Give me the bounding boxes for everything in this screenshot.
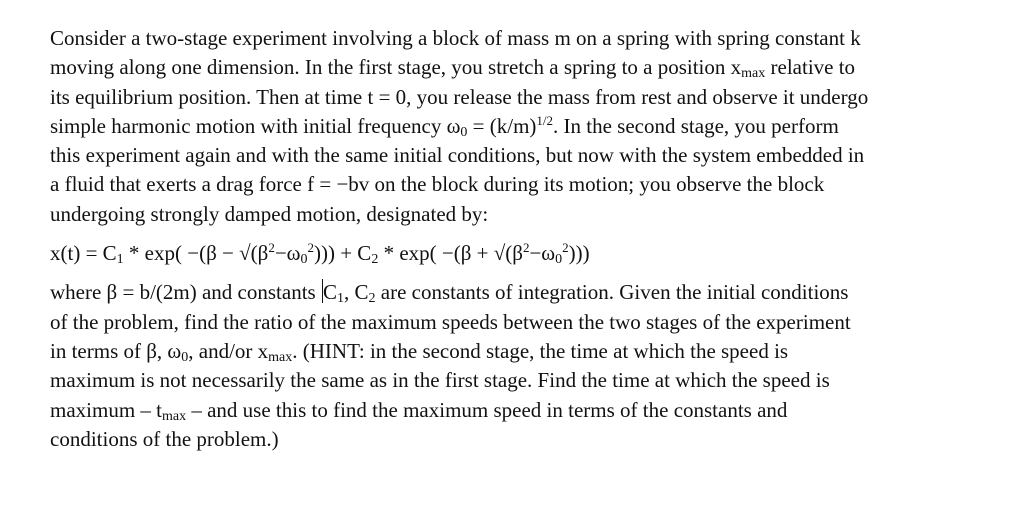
subscript: 2: [371, 252, 379, 268]
damped-motion-equation: [50, 239, 990, 268]
text-run: moving along one dimension. In the first stage, you stretch a spring to a position x: [50, 55, 742, 80]
text-run: Consider a two-stage experiment involving a block of mass m on a spring with spring constant k: [50, 26, 861, 50]
text-run: , C: [343, 280, 369, 305]
superscript: 2: [268, 240, 275, 256]
text-run: in terms of β, ω: [50, 338, 182, 363]
text-line: [50, 112, 990, 141]
text-line: [50, 83, 990, 112]
text-line: [50, 278, 990, 307]
text-line: [50, 308, 990, 337]
subscript: 0: [555, 252, 563, 268]
text-run: −ω: [529, 241, 556, 266]
text-run: conditions of the problem.): [50, 426, 279, 451]
text-line: [50, 53, 990, 82]
text-run: C: [322, 280, 337, 305]
text-run: ))) + C: [313, 241, 372, 266]
document-page: [50, 24, 990, 454]
text-run: this experiment again and with the same initial conditions, but now with the system embedded in: [50, 143, 865, 168]
superscript: 2: [562, 240, 569, 256]
subscript: 0: [181, 349, 189, 365]
text-line: [50, 425, 990, 454]
subscript: 2: [368, 291, 376, 307]
subscript: 1: [336, 291, 344, 307]
text-run: . In the second stage, you perform: [553, 113, 839, 138]
superscript: 2: [307, 240, 314, 256]
subscript: max: [162, 408, 187, 424]
text-line: [50, 24, 990, 53]
text-run: ))): [568, 241, 590, 266]
subscript: max: [268, 349, 293, 365]
text-run: . (HINT: in the second stage, the time at which the speed is: [292, 338, 789, 363]
text-line: [50, 239, 990, 268]
superscript: 1/2: [536, 112, 554, 128]
subscript: 0: [460, 124, 468, 140]
problem-hint-paragraph: [50, 278, 990, 454]
text-run: undergoing strongly damped motion, designated by:: [50, 201, 489, 226]
text-line: [50, 337, 990, 366]
text-run: −ω: [274, 241, 301, 266]
subscript: 1: [116, 252, 124, 268]
text-run: * exp( −(β + √(β: [378, 241, 523, 266]
text-run: maximum is not necessarily the same as in the first stage. Find the time at which the speed is: [50, 368, 830, 393]
text-line: [50, 200, 990, 229]
text-run: where β = b/(2m) and constants: [50, 280, 321, 305]
text-run: – and use this to find the maximum speed in terms of the constants and: [186, 397, 788, 422]
text-run: a fluid that exerts a drag force f = −bv on the block during its motion; you observe the block: [50, 172, 825, 197]
problem-intro-paragraph: [50, 24, 990, 229]
text-line: [50, 396, 990, 425]
subscript: 0: [300, 252, 308, 268]
text-run: x(t) = C: [50, 241, 117, 266]
text-line: [50, 170, 990, 199]
text-run: , and/or x: [188, 338, 269, 363]
text-run: simple harmonic motion with initial frequency ω: [50, 113, 461, 138]
text-line: [50, 141, 990, 170]
text-run: are constants of integration. Given the initial conditions: [375, 280, 849, 305]
superscript: 2: [522, 240, 530, 256]
text-run: = (k/m): [467, 113, 537, 138]
text-run: relative to: [765, 55, 856, 80]
text-run: of the problem, find the ratio of the maximum speeds between the two stages of the experiment: [50, 309, 851, 334]
text-run: its equilibrium position. Then at time t = 0, you release the mass from rest and observe it undergo: [50, 84, 869, 109]
text-run: * exp( −(β − √(β: [123, 241, 269, 266]
text-line: [50, 366, 990, 395]
text-run: maximum – t: [50, 397, 162, 422]
subscript: max: [741, 66, 766, 82]
